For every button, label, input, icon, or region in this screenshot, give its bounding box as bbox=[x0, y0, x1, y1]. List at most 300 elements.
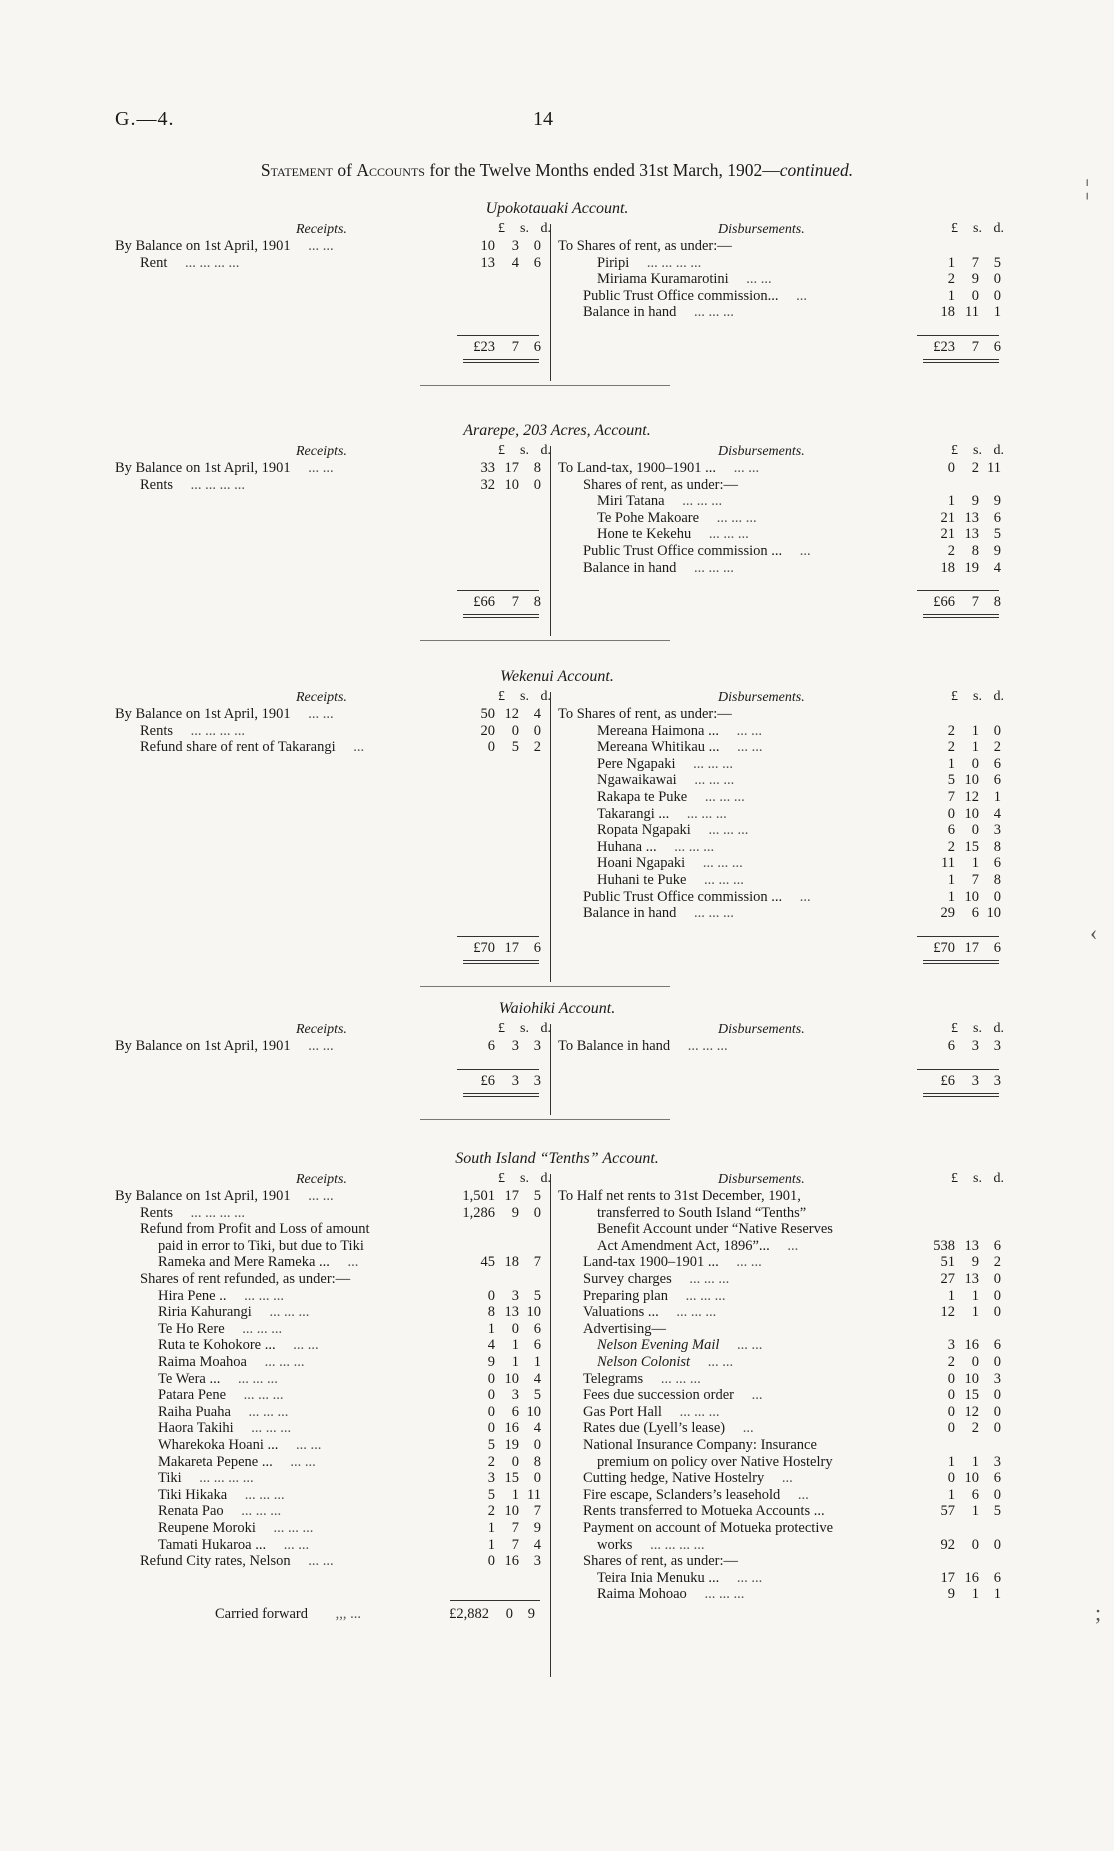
disbursement-row bbox=[597, 271, 772, 288]
disbursement-row bbox=[583, 889, 811, 906]
leader-dots: ... ... bbox=[733, 1569, 763, 1586]
leader-dots: ... ... ... bbox=[699, 855, 743, 872]
receipt-pence: 0 bbox=[533, 476, 541, 493]
disbursement-shillings: 9 bbox=[971, 271, 979, 288]
disbursements-rule bbox=[917, 590, 999, 591]
column-shill: s. bbox=[520, 689, 529, 704]
leader-dots: ... bbox=[778, 1470, 793, 1487]
disbursement-label: Miri Tatana bbox=[597, 493, 665, 510]
receipt-amount bbox=[445, 1553, 541, 1570]
disbursement-amount bbox=[905, 889, 1001, 906]
receipt-label: Riria Kahurangi bbox=[158, 1304, 252, 1321]
receipt-amount bbox=[445, 1038, 541, 1055]
column-pound: £ bbox=[951, 1021, 958, 1036]
receipt-pence: 6 bbox=[533, 1337, 541, 1354]
disbursement-label: To Half net rents to 31st December, 1901, bbox=[558, 1188, 801, 1204]
disbursements-double-rule bbox=[923, 960, 999, 964]
receipt-row bbox=[158, 1503, 281, 1520]
receipt-shillings: 3 bbox=[511, 1387, 519, 1404]
leader-dots: ... ... ... ... bbox=[195, 1470, 254, 1487]
disbursement-pounds: 6 bbox=[947, 822, 955, 839]
disbursement-pence: 4 bbox=[993, 805, 1001, 822]
account-title: Upokotauaki Account. bbox=[485, 200, 629, 217]
receipt-row bbox=[158, 1387, 284, 1404]
disbursements-total-shillings: 17 bbox=[964, 939, 979, 956]
disbursement-shillings: 0 bbox=[971, 1354, 979, 1370]
disbursement-label: To Shares of rent, as under:— bbox=[558, 706, 732, 722]
receipts-money-heading bbox=[455, 1021, 551, 1037]
receipt-row bbox=[158, 1238, 364, 1255]
receipt-amount bbox=[445, 1205, 541, 1222]
receipt-pence: 0 bbox=[533, 722, 541, 739]
disbursement-pence: 11 bbox=[987, 460, 1001, 476]
disbursement-pounds: 7 bbox=[947, 789, 955, 805]
receipt-row bbox=[140, 1553, 334, 1570]
disbursement-shillings: 15 bbox=[964, 1387, 979, 1404]
column-divider bbox=[550, 692, 551, 982]
receipts-money-heading bbox=[455, 689, 551, 705]
disbursement-amount bbox=[905, 1238, 1001, 1255]
receipt-row bbox=[115, 460, 334, 477]
disbursement-row bbox=[597, 1238, 798, 1255]
receipt-label: Hira Pene .. bbox=[158, 1287, 227, 1304]
disbursement-shillings: 9 bbox=[971, 493, 979, 510]
carried-forward-pounds: £2,882 bbox=[449, 1605, 489, 1622]
receipt-amount bbox=[445, 1238, 541, 1255]
disbursement-label: Balance in hand bbox=[583, 304, 677, 321]
disbursement-label: To Land-tax, 1900–1901 ... bbox=[558, 460, 717, 476]
disbursement-label: Piripi bbox=[597, 254, 630, 271]
disbursement-amount bbox=[905, 1553, 1001, 1570]
receipt-pence: 10 bbox=[526, 1403, 541, 1420]
receipts-double-rule bbox=[463, 614, 539, 618]
column-pence: d. bbox=[993, 1171, 1004, 1186]
receipt-label: Reupene Moroki bbox=[158, 1520, 256, 1536]
receipt-row bbox=[158, 1371, 278, 1388]
disbursement-label: Nelson Colonist bbox=[597, 1354, 691, 1370]
disbursement-shillings: 0 bbox=[971, 1536, 979, 1553]
disbursement-shillings: 3 bbox=[971, 1038, 979, 1054]
receipts-total-shillings: 3 bbox=[511, 1072, 519, 1089]
margin-mark: ‹ bbox=[1090, 920, 1098, 945]
receipt-row bbox=[158, 1321, 282, 1338]
leader-dots: ... ... ... bbox=[689, 755, 734, 772]
disbursement-row bbox=[597, 756, 733, 773]
leader-dots: ... ... bbox=[704, 1354, 734, 1370]
disbursement-label: Gas Port Hall bbox=[583, 1403, 662, 1420]
disbursement-shillings: 10 bbox=[964, 888, 979, 905]
disbursement-amount bbox=[905, 1371, 1001, 1388]
receipt-shillings: 5 bbox=[511, 739, 519, 756]
disbursement-pounds: 1 bbox=[947, 1287, 955, 1304]
receipts-heading: Receipts. bbox=[296, 444, 347, 459]
disbursement-amount bbox=[905, 822, 1001, 839]
disbursement-row bbox=[583, 1321, 666, 1338]
leader-dots: ... ... ... bbox=[261, 1354, 305, 1370]
disbursement-amount bbox=[905, 1487, 1001, 1504]
receipt-amount bbox=[445, 1304, 541, 1321]
disbursement-label: transferred to South Island “Tenths” bbox=[597, 1204, 807, 1221]
receipt-shillings: 0 bbox=[511, 722, 519, 739]
disbursement-pounds: 9 bbox=[947, 1586, 955, 1603]
leader-dots: ... ... ... bbox=[237, 1503, 282, 1520]
disbursement-pounds: 0 bbox=[947, 805, 955, 822]
receipt-label: By Balance on 1st April, 1901 bbox=[115, 460, 291, 476]
disbursement-amount bbox=[905, 1254, 1001, 1271]
column-pence: d. bbox=[993, 443, 1004, 458]
receipt-label: Te Wera ... bbox=[158, 1370, 221, 1387]
column-divider bbox=[550, 1174, 551, 1677]
receipt-amount bbox=[445, 460, 541, 477]
disbursement-pence: 5 bbox=[993, 526, 1001, 543]
receipt-pounds: 0 bbox=[487, 1370, 495, 1387]
receipt-pence: 7 bbox=[533, 1254, 541, 1271]
disbursement-label: Public Trust Office commission ... bbox=[583, 543, 783, 559]
receipt-pounds: 9 bbox=[487, 1354, 495, 1370]
disbursements-total-pounds: £70 bbox=[933, 939, 955, 956]
disbursement-shillings: 9 bbox=[971, 1254, 979, 1271]
leader-dots: ... ... ... bbox=[685, 1271, 730, 1287]
receipt-pounds: 20 bbox=[480, 722, 495, 739]
leader-dots: ... ... ... bbox=[269, 1520, 314, 1536]
disbursement-pounds: 1 bbox=[947, 493, 955, 510]
receipt-label: Refund City rates, Nelson bbox=[140, 1553, 291, 1570]
disbursement-row bbox=[597, 872, 744, 889]
disbursement-pounds: 1 bbox=[947, 1486, 955, 1503]
carried-forward-rule bbox=[450, 1600, 540, 1601]
disbursement-row bbox=[597, 772, 734, 789]
disbursement-row bbox=[583, 1254, 762, 1271]
disbursement-amount bbox=[905, 288, 1001, 305]
page-header bbox=[115, 108, 1114, 136]
leader-dots: ... ... ... ... bbox=[187, 476, 246, 493]
title-continued: continued. bbox=[779, 160, 854, 180]
leader-dots: ... ... bbox=[733, 1337, 763, 1354]
leader-dots: ... bbox=[739, 1420, 754, 1437]
receipt-row bbox=[158, 1420, 291, 1437]
disbursement-label: works bbox=[597, 1536, 633, 1553]
disbursement-label: Takarangi ... bbox=[597, 805, 670, 822]
section-separator bbox=[420, 385, 670, 386]
leader-dots: ... bbox=[792, 287, 807, 304]
disbursement-pounds: 0 bbox=[947, 1403, 955, 1420]
disbursement-shillings: 13 bbox=[964, 509, 979, 526]
receipts-total-pounds: £6 bbox=[480, 1072, 495, 1089]
disbursement-pence: 0 bbox=[993, 1287, 1001, 1304]
disbursement-amount bbox=[905, 839, 1001, 856]
receipt-row bbox=[140, 739, 364, 756]
disbursement-row bbox=[583, 1387, 763, 1404]
receipt-amount bbox=[445, 1337, 541, 1354]
disbursement-row bbox=[583, 1553, 738, 1570]
disbursement-row bbox=[583, 543, 811, 560]
receipt-label: Rameka and Mere Rameka ... bbox=[158, 1254, 330, 1271]
disbursement-row bbox=[583, 1520, 833, 1537]
disbursement-pence: 6 bbox=[993, 755, 1001, 772]
receipt-amount bbox=[445, 1371, 541, 1388]
disbursement-amount bbox=[905, 1420, 1001, 1437]
receipt-shillings: 10 bbox=[504, 1370, 519, 1387]
receipt-amount bbox=[445, 1254, 541, 1271]
disbursement-pounds: 11 bbox=[941, 855, 955, 872]
leader-dots: ,,, ... bbox=[332, 1605, 361, 1622]
disbursement-pence: 0 bbox=[993, 1420, 1001, 1437]
disbursement-row bbox=[558, 238, 732, 255]
disbursement-row bbox=[597, 789, 745, 806]
leader-dots: ... ... ... bbox=[238, 1320, 283, 1337]
receipt-shillings: 19 bbox=[504, 1437, 519, 1453]
disbursement-label: Huhana ... bbox=[597, 838, 657, 855]
disbursement-label: Mereana Whitikau ... bbox=[597, 739, 720, 756]
receipt-pence: 4 bbox=[533, 706, 541, 722]
disbursement-row bbox=[597, 526, 749, 543]
disbursement-pounds: 1 bbox=[947, 1453, 955, 1470]
receipt-pounds: 0 bbox=[487, 1387, 495, 1404]
disbursements-double-rule bbox=[923, 359, 999, 363]
disbursements-total-pounds: £6 bbox=[940, 1072, 955, 1089]
disbursement-pounds: 1 bbox=[947, 755, 955, 772]
leader-dots: ... ... ... bbox=[690, 304, 734, 321]
section-separator bbox=[420, 1119, 670, 1120]
receipt-label: Shares of rent refunded, as under:— bbox=[140, 1271, 351, 1287]
receipt-shillings: 15 bbox=[504, 1470, 519, 1487]
receipt-label: Te Ho Rere bbox=[158, 1320, 225, 1337]
disbursement-row bbox=[558, 706, 732, 723]
disbursement-shillings: 0 bbox=[971, 822, 979, 839]
disbursement-amount bbox=[905, 543, 1001, 560]
receipts-total-pence: 8 bbox=[533, 594, 541, 611]
receipt-label: By Balance on 1st April, 1901 bbox=[115, 238, 291, 254]
disbursement-label: Public Trust Office commission ... bbox=[583, 888, 783, 905]
disbursement-amount bbox=[905, 1537, 1001, 1554]
page-reference: G.—4. bbox=[115, 108, 175, 130]
leader-dots: ... ... ... bbox=[690, 772, 735, 789]
receipts-rule bbox=[457, 1069, 539, 1070]
disbursement-row bbox=[597, 855, 743, 872]
disbursement-shillings: 1 bbox=[971, 722, 979, 739]
disbursement-row bbox=[597, 1570, 762, 1587]
disbursements-rule bbox=[917, 335, 999, 336]
leader-dots: ... ... bbox=[733, 739, 763, 756]
leader-dots: ... ... ... bbox=[247, 1420, 292, 1437]
receipt-amount bbox=[445, 1454, 541, 1471]
leader-dots: ... ... ... bbox=[705, 526, 749, 543]
disbursement-pounds: 21 bbox=[940, 509, 955, 526]
disbursement-pounds: 21 bbox=[940, 526, 955, 543]
leader-dots: ... ... ... ... bbox=[646, 1536, 705, 1553]
leader-dots: ... ... bbox=[304, 238, 334, 254]
column-pence: d. bbox=[993, 1021, 1004, 1036]
disbursement-row bbox=[597, 255, 701, 272]
disbursement-amount bbox=[905, 238, 1001, 255]
leader-dots: ... ... bbox=[289, 1337, 319, 1354]
account-title: South Island “Tenths” Account. bbox=[455, 1150, 659, 1167]
disbursement-pence: 6 bbox=[993, 855, 1001, 872]
disbursement-row bbox=[583, 1271, 729, 1288]
receipt-pence: 9 bbox=[533, 1520, 541, 1536]
receipt-label: Refund from Profit and Loss of amount bbox=[140, 1221, 370, 1238]
disbursement-label: Valuations ... bbox=[583, 1304, 659, 1321]
disbursement-label: Act Amendment Act, 1896”... bbox=[597, 1237, 770, 1254]
receipt-amount bbox=[445, 1503, 541, 1520]
disbursement-label: Nelson Evening Mail bbox=[597, 1337, 720, 1354]
receipt-row bbox=[158, 1304, 309, 1321]
disbursements-total-shillings: 3 bbox=[971, 1072, 979, 1089]
disbursement-label: Balance in hand bbox=[583, 905, 677, 922]
disbursement-pence: 9 bbox=[993, 543, 1001, 559]
receipt-amount bbox=[445, 1271, 541, 1288]
disbursement-label: Rates due (Lyell’s lease) bbox=[583, 1420, 726, 1437]
disbursement-amount bbox=[905, 1354, 1001, 1371]
disbursement-row bbox=[597, 839, 714, 856]
disbursement-amount bbox=[905, 1304, 1001, 1321]
disbursement-label: premium on policy over Native Hostelry bbox=[597, 1453, 833, 1470]
column-divider bbox=[550, 446, 551, 636]
column-pence: d. bbox=[540, 221, 551, 236]
leader-dots: ... bbox=[796, 888, 811, 905]
disbursement-pence: 1 bbox=[993, 789, 1001, 805]
receipt-pence: 0 bbox=[533, 1470, 541, 1487]
disbursement-pounds: 27 bbox=[940, 1271, 955, 1287]
receipts-total-pounds: £70 bbox=[473, 939, 495, 956]
receipt-label: Wharekoka Hoani ... bbox=[158, 1437, 279, 1453]
receipt-shillings: 3 bbox=[511, 1287, 519, 1304]
disbursement-row bbox=[597, 1337, 762, 1354]
disbursement-pence: 6 bbox=[993, 1569, 1001, 1586]
disbursement-label: Land-tax 1900–1901 ... bbox=[583, 1254, 719, 1271]
receipt-pounds: 3 bbox=[487, 1470, 495, 1487]
disbursement-row bbox=[597, 493, 722, 510]
disbursement-label: Fees due succession order bbox=[583, 1387, 734, 1404]
column-pound: £ bbox=[498, 443, 505, 458]
disbursement-amount bbox=[905, 872, 1001, 889]
column-divider bbox=[550, 1024, 551, 1115]
disbursement-shillings: 7 bbox=[971, 254, 979, 271]
disbursement-shillings: 19 bbox=[964, 559, 979, 576]
leader-dots: ... ... ... bbox=[690, 905, 734, 922]
leader-dots: ... ... ... bbox=[690, 559, 734, 576]
disbursement-pounds: 0 bbox=[947, 460, 955, 476]
disbursement-pence: 3 bbox=[993, 822, 1001, 839]
disbursement-amount bbox=[905, 1337, 1001, 1354]
receipt-pounds: 1,286 bbox=[462, 1204, 495, 1221]
disbursements-total-shillings: 7 bbox=[971, 339, 979, 355]
margin-mark: ; bbox=[1095, 1600, 1102, 1625]
disbursement-shillings: 1 bbox=[971, 1287, 979, 1304]
disbursement-pence: 0 bbox=[993, 1387, 1001, 1404]
receipt-row bbox=[158, 1520, 313, 1537]
disbursement-pence: 8 bbox=[993, 872, 1001, 888]
carried-forward-text: Carried forward bbox=[215, 1605, 308, 1622]
disbursement-label: Balance in hand bbox=[583, 559, 677, 576]
receipt-pence: 0 bbox=[533, 1204, 541, 1221]
receipts-rule bbox=[457, 590, 539, 591]
disbursement-row bbox=[597, 1205, 806, 1222]
disbursement-pence: 6 bbox=[993, 772, 1001, 789]
disbursement-amount bbox=[905, 1288, 1001, 1305]
disbursement-row bbox=[597, 1537, 704, 1554]
leader-dots: ... ... ... bbox=[670, 838, 715, 855]
receipts-total-shillings: 17 bbox=[504, 939, 519, 956]
column-shill: s. bbox=[973, 689, 982, 704]
disbursement-shillings: 2 bbox=[971, 460, 979, 476]
receipt-shillings: 3 bbox=[511, 1038, 519, 1054]
receipt-label: Tamati Hukaroa ... bbox=[158, 1536, 267, 1553]
column-shill: s. bbox=[973, 1171, 982, 1186]
disbursement-pence: 1 bbox=[993, 304, 1001, 321]
disbursement-pence: 0 bbox=[993, 1354, 1001, 1370]
disbursement-label: To Balance in hand bbox=[558, 1038, 671, 1054]
receipt-pence: 5 bbox=[533, 1287, 541, 1304]
disbursement-pence: 3 bbox=[993, 1038, 1001, 1054]
receipt-label: Tiki bbox=[158, 1470, 182, 1487]
disbursement-label: Shares of rent, as under:— bbox=[583, 1553, 739, 1570]
receipt-pounds: 8 bbox=[487, 1304, 495, 1321]
disbursement-amount bbox=[905, 1520, 1001, 1537]
disbursement-shillings: 6 bbox=[971, 1486, 979, 1503]
disbursement-row bbox=[583, 304, 734, 321]
receipt-row bbox=[158, 1487, 285, 1504]
disbursement-label: Huhani te Puke bbox=[597, 872, 687, 888]
disbursement-label: Survey charges bbox=[583, 1271, 672, 1287]
leader-dots: ... ... bbox=[292, 1437, 322, 1453]
disbursement-pence: 3 bbox=[993, 1453, 1001, 1470]
leader-dots: ... ... ... bbox=[684, 1038, 728, 1054]
leader-dots: ... ... bbox=[304, 706, 334, 722]
receipt-pounds: 1 bbox=[487, 1536, 495, 1553]
column-pound: £ bbox=[498, 1021, 505, 1036]
receipt-pounds: 0 bbox=[487, 739, 495, 756]
disbursement-label: Ngawaikawai bbox=[597, 772, 677, 789]
disbursement-label: Cutting hedge, Native Hostelry bbox=[583, 1470, 765, 1487]
leader-dots: ... bbox=[796, 543, 811, 559]
title-of: of bbox=[333, 160, 357, 180]
disbursement-pounds: 2 bbox=[947, 1354, 955, 1370]
receipts-total bbox=[445, 939, 541, 957]
receipt-label: Ruta te Kohokore ... bbox=[158, 1337, 276, 1354]
disbursements-rule bbox=[917, 1069, 999, 1070]
receipt-shillings: 0 bbox=[511, 1453, 519, 1470]
receipt-label: Patara Pene bbox=[158, 1387, 227, 1404]
receipt-pounds: 13 bbox=[480, 254, 495, 271]
disbursement-pounds: 92 bbox=[940, 1536, 955, 1553]
receipts-heading: Receipts. bbox=[296, 222, 347, 237]
receipt-pence: 0 bbox=[533, 238, 541, 254]
title-statement: Statement bbox=[260, 160, 333, 180]
disbursement-shillings: 13 bbox=[964, 1237, 979, 1254]
receipts-total-pence: 6 bbox=[533, 339, 541, 355]
disbursement-amount bbox=[905, 1503, 1001, 1520]
disbursement-pounds: 0 bbox=[947, 1387, 955, 1404]
receipt-pounds: 5 bbox=[487, 1486, 495, 1503]
receipt-pounds: 0 bbox=[487, 1403, 495, 1420]
disbursement-row bbox=[558, 1038, 728, 1055]
disbursement-row bbox=[597, 1454, 833, 1471]
receipt-amount bbox=[445, 706, 541, 723]
receipts-total bbox=[445, 593, 541, 611]
disbursement-pence: 0 bbox=[993, 271, 1001, 288]
receipt-label: paid in error to Tiki, but due to Tiki bbox=[158, 1237, 364, 1254]
receipts-rule bbox=[457, 936, 539, 937]
receipts-total-shillings: 7 bbox=[511, 594, 519, 611]
receipt-row bbox=[158, 1437, 321, 1454]
column-pence: d. bbox=[993, 221, 1004, 236]
column-pound: £ bbox=[951, 689, 958, 704]
leader-dots: ... ... bbox=[280, 1536, 310, 1553]
disbursements-money-heading bbox=[908, 221, 1004, 237]
disbursement-amount bbox=[905, 1470, 1001, 1487]
disbursement-shillings: 10 bbox=[964, 1370, 979, 1387]
